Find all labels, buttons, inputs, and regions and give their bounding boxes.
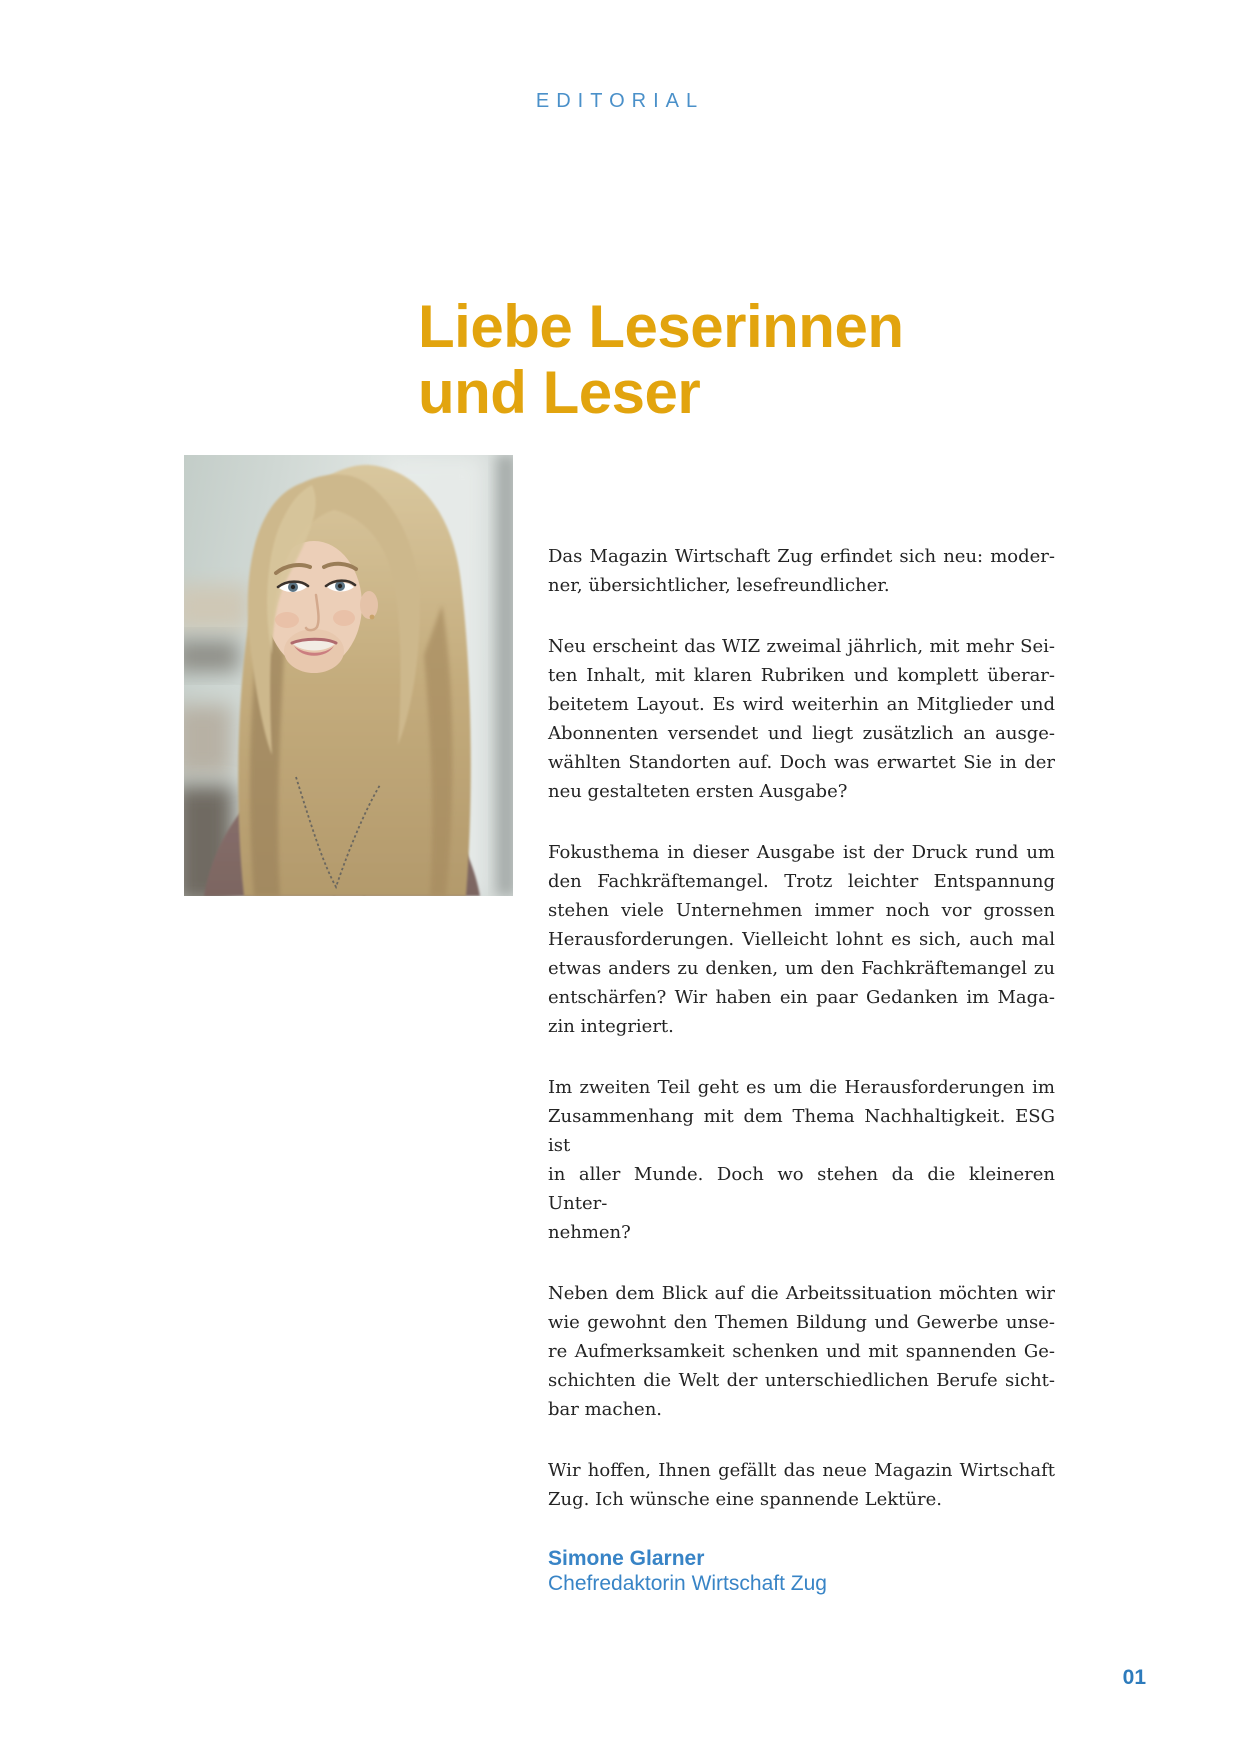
body-line: wie gewohnt den Themen Bildung und Gewerbe unse- [548,1312,1055,1333]
author-photo [184,455,513,896]
body-line: wählten Standorten auf. Doch was erwartet Sie in der [548,752,1055,773]
body-line: Das Magazin Wirtschaft Zug erfindet sich neu: moder- [548,546,1055,567]
body-paragraphs [548,542,1055,1514]
signature-role: Chefredaktorin Wirtschaft Zug [548,1572,827,1595]
body-line: Zusammenhang mit dem Thema Nachhaltigkeit. ESG ist [548,1106,1055,1156]
section-kicker: EDITORIAL [535,90,705,112]
body-paragraph [548,1073,1055,1247]
body-line: Neben dem Blick auf die Arbeitssituation möchten wir [548,1283,1055,1304]
body-line: nehmen? [548,1222,631,1243]
body-paragraph [548,838,1055,1041]
page-number: 01 [1122,1666,1146,1689]
body-line: Abonnenten versendet und liegt zusätzlich an ausge- [548,723,1055,744]
body-line: ten Inhalt, mit klaren Rubriken und komplett überar- [548,665,1055,686]
body-line: in aller Munde. Doch wo stehen da die kleineren Unter- [548,1164,1055,1214]
body-paragraph [548,1279,1055,1424]
signature-name: Simone Glarner [548,1547,705,1570]
body-line: Neu erscheint das WIZ zweimal jährlich, mit mehr Sei- [548,636,1055,657]
body-line: re Aufmerksamkeit schenken und mit spannenden Ge- [548,1341,1055,1362]
body-line: Herausforderungen. Vielleicht lohnt es sich, auch mal [548,929,1055,950]
editorial-body [548,542,1055,1596]
body-paragraph [548,542,1055,600]
body-line: ner, übersichtlicher, lesefreundlicher. [548,575,890,596]
body-line: Fokusthema in dieser Ausgabe ist der Druck rund um [548,842,1055,863]
body-line: zin integriert. [548,1016,674,1037]
body-line: beitetem Layout. Es wird weiterhin an Mitglieder und [548,694,1055,715]
body-line: schichten die Welt der unterschiedlichen Berufe sicht- [548,1370,1055,1391]
signature-block [548,1546,1055,1596]
body-line: bar machen. [548,1399,663,1420]
body-line: Im zweiten Teil geht es um die Herausforderungen im [548,1077,1055,1098]
body-line: Wir hoffen, Ihnen gefällt das neue Magazin Wirtschaft [548,1460,1055,1481]
author-photo-illustration [184,455,513,896]
body-line: stehen viele Unternehmen immer noch vor grossen [548,900,1055,921]
body-line: neu gestalteten ersten Ausgabe? [548,781,848,802]
body-line: den Fachkräftemangel. Trotz leichter Entspannung [548,871,1055,892]
page-title [418,294,903,426]
page-title-line1: Liebe Leserinnen [418,293,904,360]
body-paragraph [548,632,1055,806]
body-line: etwas anders zu denken, um den Fachkräftemangel zu [548,958,1055,979]
body-line: Zug. Ich wünsche eine spannende Lektüre. [548,1489,942,1510]
page-title-line2: und Leser [418,359,701,426]
body-line: entschärfen? Wir haben ein paar Gedanken im Maga- [548,987,1055,1008]
body-paragraph [548,1456,1055,1514]
